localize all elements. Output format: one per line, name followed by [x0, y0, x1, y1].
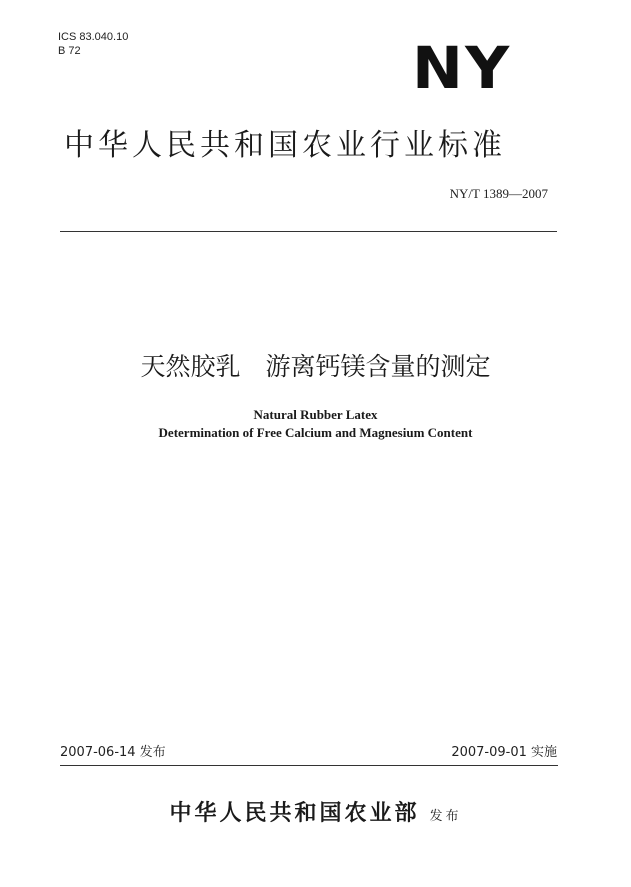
issue-date: 2007-06-14 发布: [60, 745, 166, 760]
ny-logo: NY: [412, 34, 512, 102]
top-divider: [60, 231, 557, 232]
title-english: [0, 406, 631, 442]
org-title: 中华人民共和国农业行业标准: [64, 128, 506, 163]
bottom-divider: [60, 765, 558, 766]
classification-codes: [58, 30, 128, 58]
implementation-date: 2007-09-01 实施: [451, 745, 557, 760]
publisher: [0, 796, 631, 827]
ccs-code: B 72: [58, 45, 81, 57]
standard-number: NY/T 1389—2007: [449, 186, 548, 201]
title-english-line2: Determination of Free Calcium and Magnesium Content: [158, 425, 473, 440]
ics-code: ICS 83.040.10: [58, 31, 129, 43]
publisher-suffix: 发布: [429, 809, 462, 824]
title-chinese: 天然胶乳 游离钙镁含量的测定: [140, 352, 491, 381]
publisher-name: 中华人民共和国农业部: [169, 800, 420, 826]
title-english-line1: Natural Rubber Latex: [253, 407, 378, 422]
